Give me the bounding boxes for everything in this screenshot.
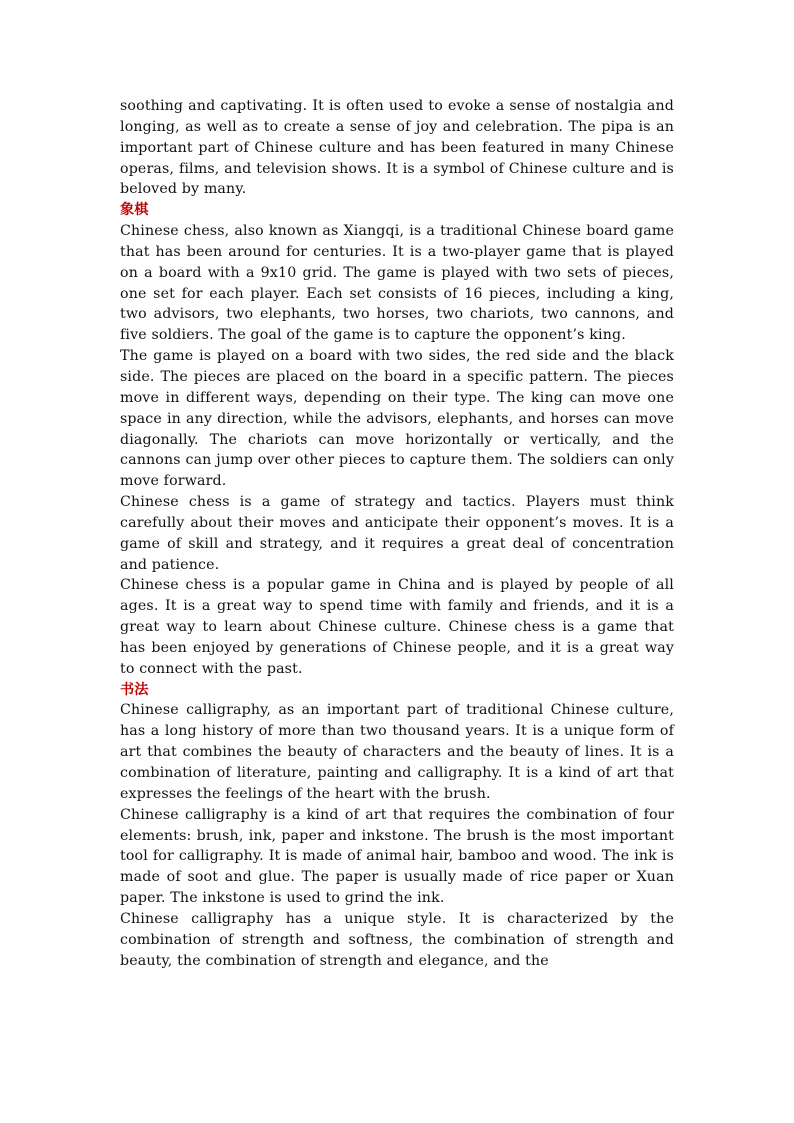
- calligraphy-paragraph-3: Chinese calligraphy has a unique style. It is characterized by the combination of strength and softness, the combination of strength and beauty, the combination of strength and elegance, and the: [120, 910, 674, 969]
- chess-paragraph-3: Chinese chess is a game of strategy and tactics. Players must think carefully about their moves and anticipate their opponent’s moves. It is a game of skill and strategy, and it requires a great deal of concentration and patience.: [120, 494, 674, 573]
- pipa-paragraph: soothing and captivating. It is often used to evoke a sense of nostalgia and longing, as well as to create a sense of joy and celebration. The pipa is an important part of Chinese culture and has been featured in many Chinese operas, films, and television shows. It is a symbol of Chinese culture and is beloved by many.: [120, 98, 674, 198]
- chess-heading: 象棋: [120, 202, 149, 219]
- calligraphy-paragraph-1: Chinese calligraphy, as an important part of traditional Chinese culture, has a long history of more than two thousand years. It is a unique form of art that combines the beauty of characters and the beauty of lines. It is a combination of literature, painting and calligraphy. It is a kind of art that expresses the feelings of the heart with the brush.: [120, 702, 674, 802]
- chess-paragraph-4: Chinese chess is a popular game in China and is played by people of all ages. It is a great way to spend time with family and friends, and it is a great way to learn about Chinese culture. Chinese chess is a game that has been enjoyed by generations of Chinese people, and it is a great way to connect with the past.: [120, 577, 674, 677]
- chess-paragraph-1: Chinese chess, also known as Xiangqi, is a traditional Chinese board game that has been around for centuries. It is a two-player game that is played on a board with a 9x10 grid. The game is played with two sets of pieces, one set for each player. Each set consists of 16 pieces, including a king, two advisors, two elephants, two horses, two chariots, two cannons, and five soldiers. The goal of the game is to capture the opponent’s king.: [120, 223, 674, 344]
- calligraphy-heading: 书法: [120, 681, 149, 698]
- document-page: [120, 96, 674, 971]
- calligraphy-paragraph-2: Chinese calligraphy is a kind of art that requires the combination of four elements: brush, ink, paper and inkstone. The brush is the most important tool for calligraphy. It is made of animal hair, bamboo and wood. The ink is made of soot and glue. The paper is usually made of rice paper or Xuan paper. The inkstone is used to grind the ink.: [120, 806, 674, 907]
- chess-paragraph-2: The game is played on a board with two sides, the red side and the black side. The pieces are placed on the board in a specific pattern. The pieces move in different ways, depending on their type. The king can move one space in any direction, while the advisors, elephants, and horses can move diagonally. The chariots can move horizontally or vertically, and the cannons can jump over other pieces to capture them. The soldiers can only move forward.: [120, 348, 674, 490]
